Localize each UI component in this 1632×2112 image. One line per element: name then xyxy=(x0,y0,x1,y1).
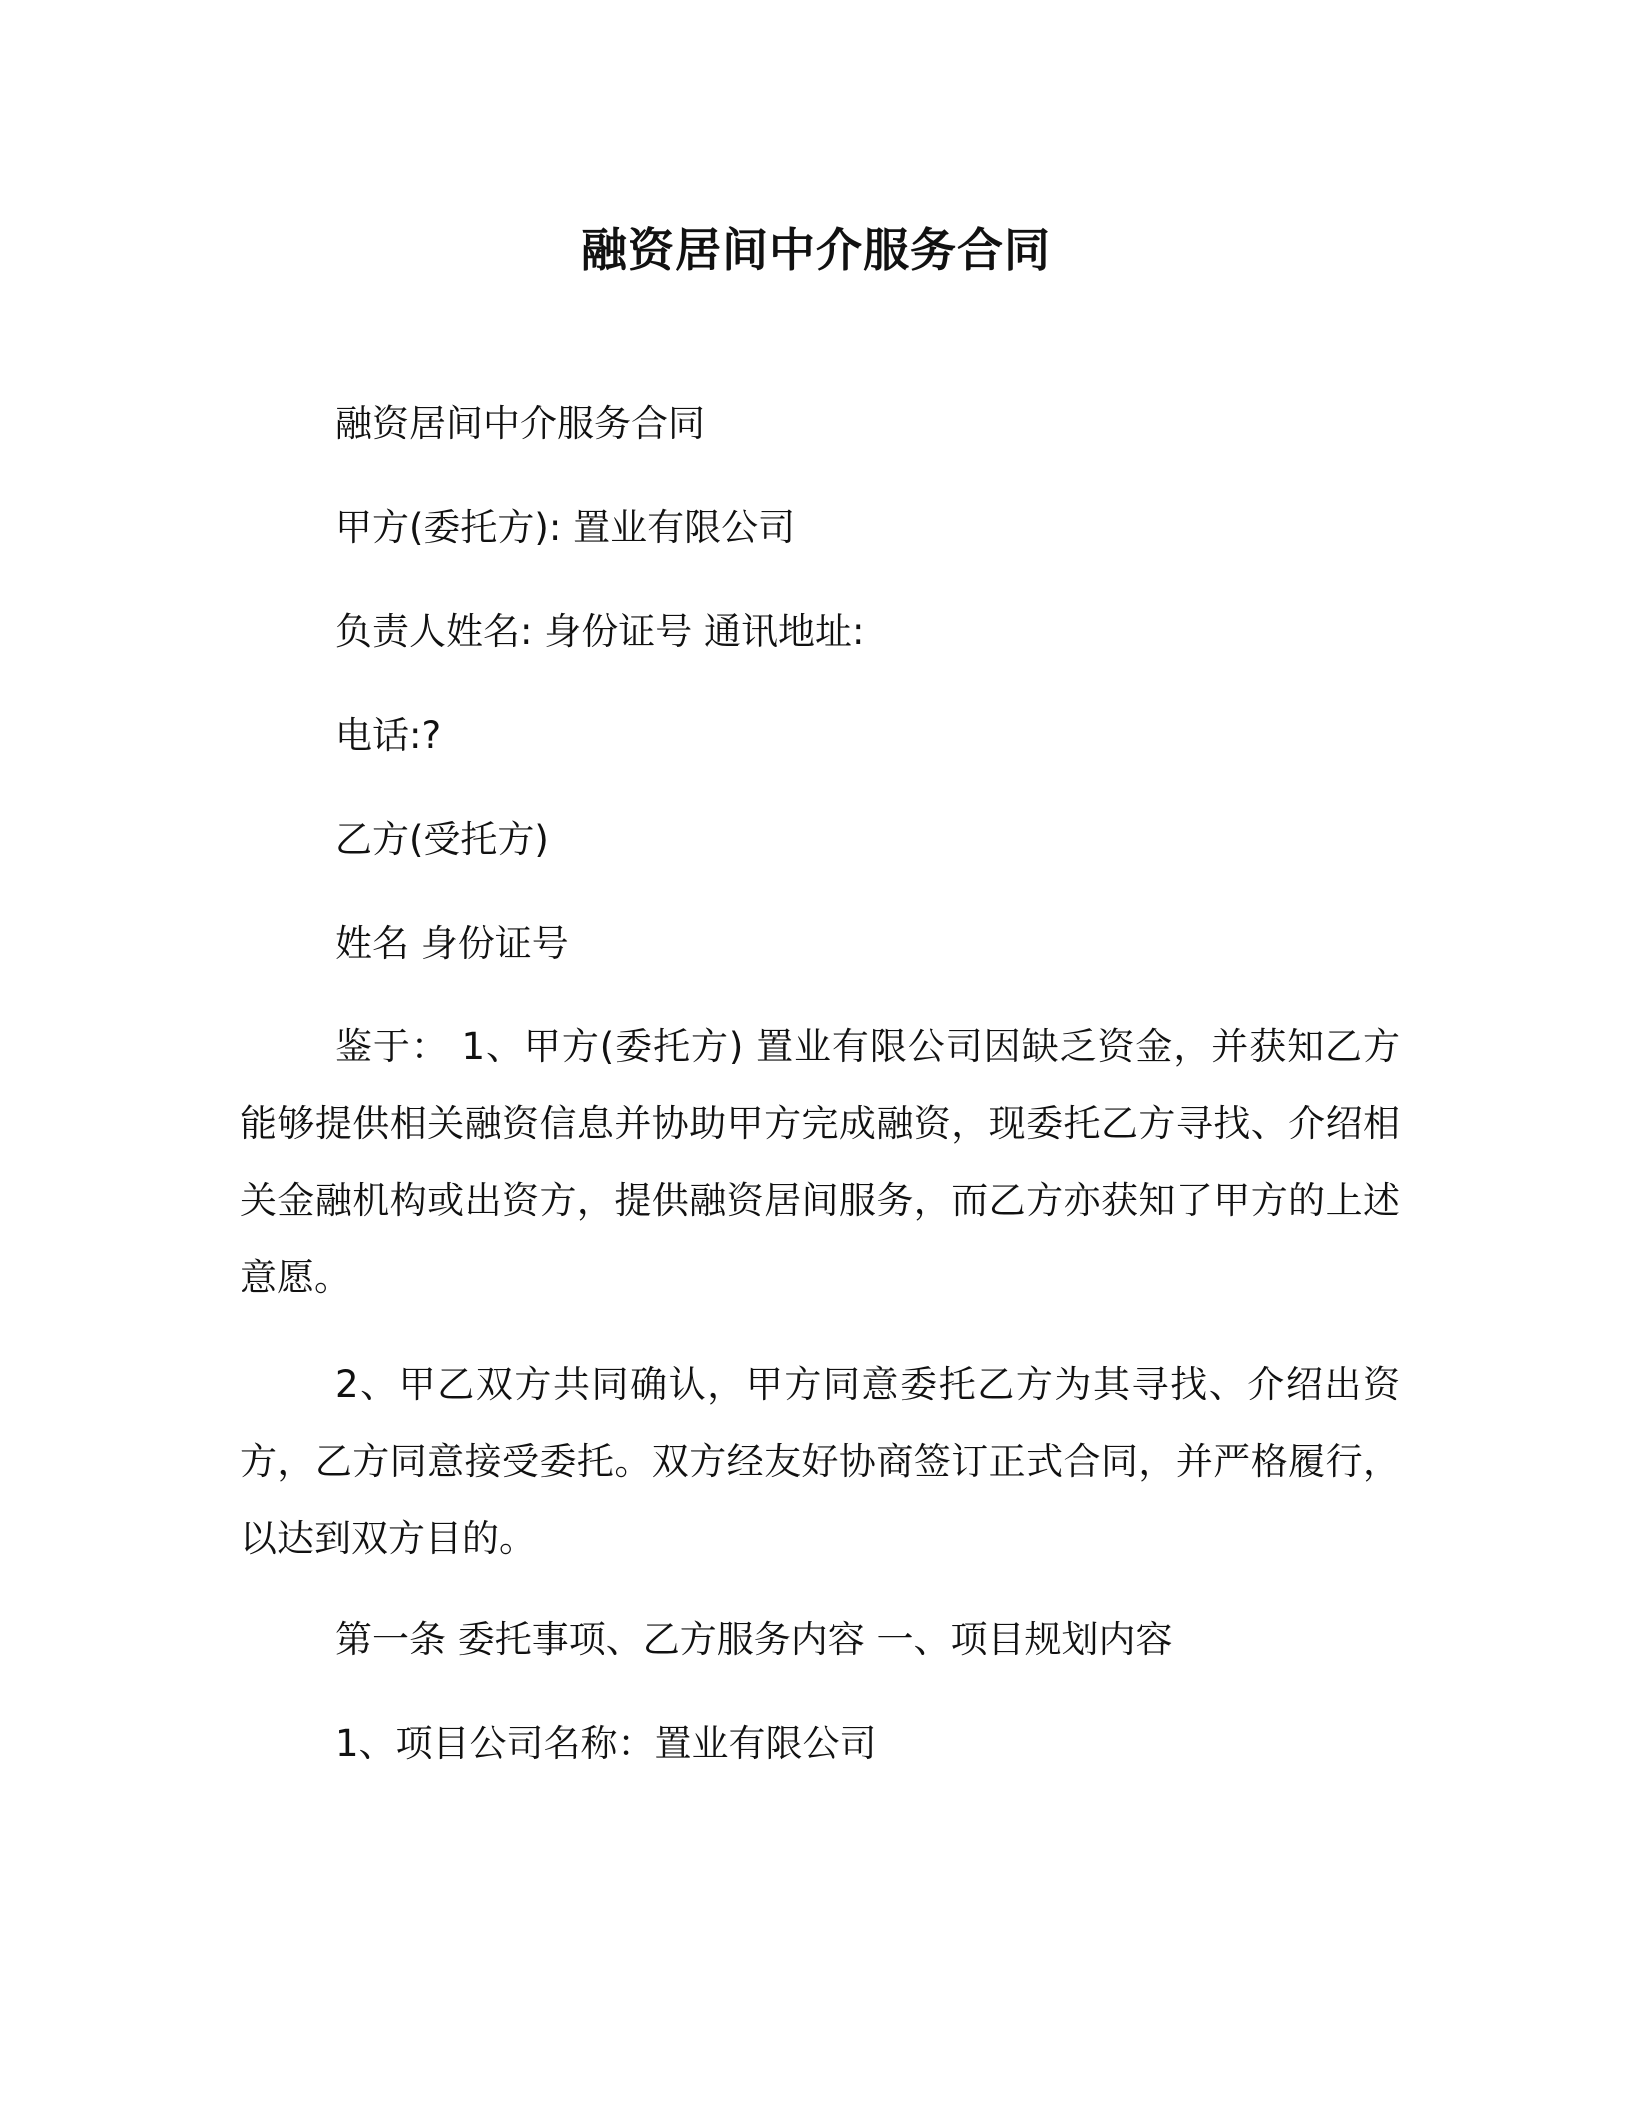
contract-subtitle: 融资居间中介服务合同 xyxy=(335,402,705,445)
party-a-line: 甲方(委托方): 置业有限公司 xyxy=(335,506,796,549)
phone-line: 电话:? xyxy=(335,714,442,757)
item-1-line: 1、项目公司名称：置业有限公司 xyxy=(335,1722,877,1765)
whereas-paragraph-2: 2、甲乙双方共同确认，甲方同意委托乙方为其寻找、介绍出资方，乙方同意接受委托。双方经友好协商签订正式合同，并严格履行，以达到双方目的。 xyxy=(240,1363,1400,1560)
party-b-line: 乙方(受托方) xyxy=(335,818,549,861)
whereas-paragraph-1: 鉴于： 1、甲方(委托方) 置业有限公司因缺乏资金，并获知乙方能够提供相关融资信息并协助甲方完成融资，现委托乙方寻找、介绍相关金融机构或出资方，提供融资居间服务，而乙方亦获知了甲方的上述意愿。 xyxy=(240,1025,1400,1299)
article-1-heading: 第一条 委托事项、乙方服务内容 一、项目规划内容 xyxy=(335,1618,1173,1661)
document-title: 融资居间中介服务合同 xyxy=(581,223,1051,277)
contact-info-line: 负责人姓名: 身份证号 通讯地址: xyxy=(335,610,865,653)
party-b-id-line: 姓名 身份证号 xyxy=(335,922,569,965)
